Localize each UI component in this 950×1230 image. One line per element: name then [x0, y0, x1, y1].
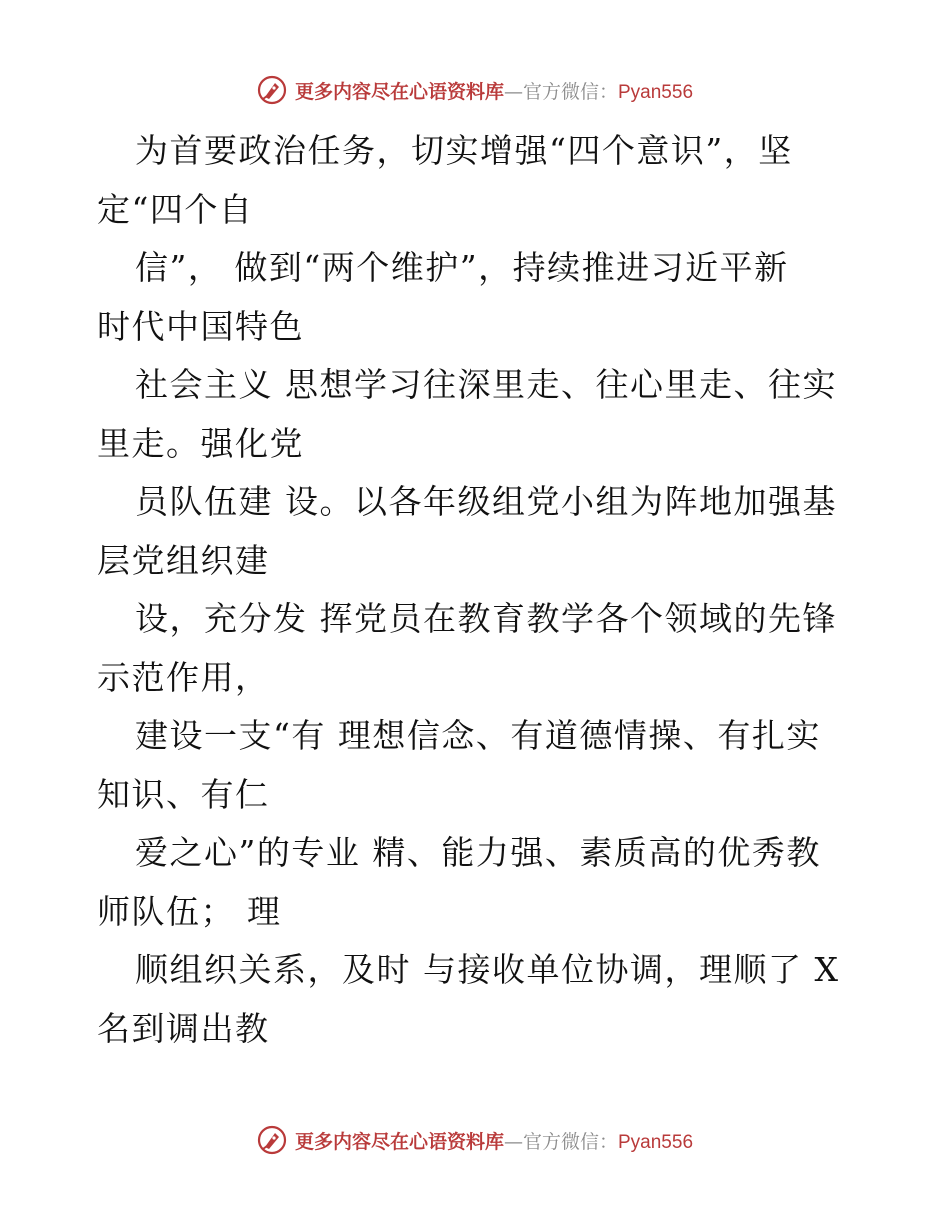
document-body — [97, 122, 840, 1058]
watermark-suffix-text: 官方微信： — [522, 80, 618, 103]
body-line: 设，充分发 挥党员在教育教学各个领域的先锋 — [135, 599, 837, 638]
header-watermark — [0, 70, 950, 110]
watermark-wechat-id: Pyan556 — [618, 1131, 694, 1153]
body-line: 师队伍； 理 — [97, 891, 282, 931]
footer-watermark — [0, 1120, 950, 1160]
body-line: 顺组织关系，及时 与接收单位协调，理顺了 X — [135, 950, 840, 989]
body-line: 知识、有仁 — [97, 774, 270, 814]
watermark-separator: — — [503, 1130, 523, 1153]
pen-nib-logo-icon — [257, 75, 287, 105]
body-line: 名到调出教 — [97, 1008, 270, 1048]
body-line: 员队伍建 设。以各年级组党小组为阵地加强基 — [135, 482, 837, 521]
watermark-separator: — — [503, 80, 523, 103]
body-line: 社会主义 思想学习往深里走、往心里走、往实 — [135, 365, 837, 404]
body-line: 层党组织建 — [97, 540, 270, 580]
body-line: 信”， 做到“两个维护”，持续推进习近平新 — [135, 248, 789, 287]
pen-nib-logo-icon — [257, 1125, 287, 1155]
watermark-main-text: 更多内容尽在心语资料库 — [294, 80, 504, 103]
body-line: 定“四个自 — [97, 189, 254, 229]
watermark-suffix-text: 官方微信： — [522, 1130, 618, 1153]
body-line: 爱之心”的专业 精、能力强、素质高的优秀教 — [135, 833, 821, 872]
body-line: 里走。强化党 — [97, 423, 304, 463]
watermark-main-text: 更多内容尽在心语资料库 — [294, 1130, 504, 1153]
body-line: 时代中国特色 — [97, 306, 304, 346]
body-line: 为首要政治任务，切实增强“四个意识”，坚 — [135, 131, 793, 170]
body-line: 示范作用， — [97, 657, 270, 697]
watermark-wechat-id: Pyan556 — [618, 81, 694, 103]
body-line: 建设一支“有 理想信念、有道德情操、有扎实 — [135, 716, 821, 755]
